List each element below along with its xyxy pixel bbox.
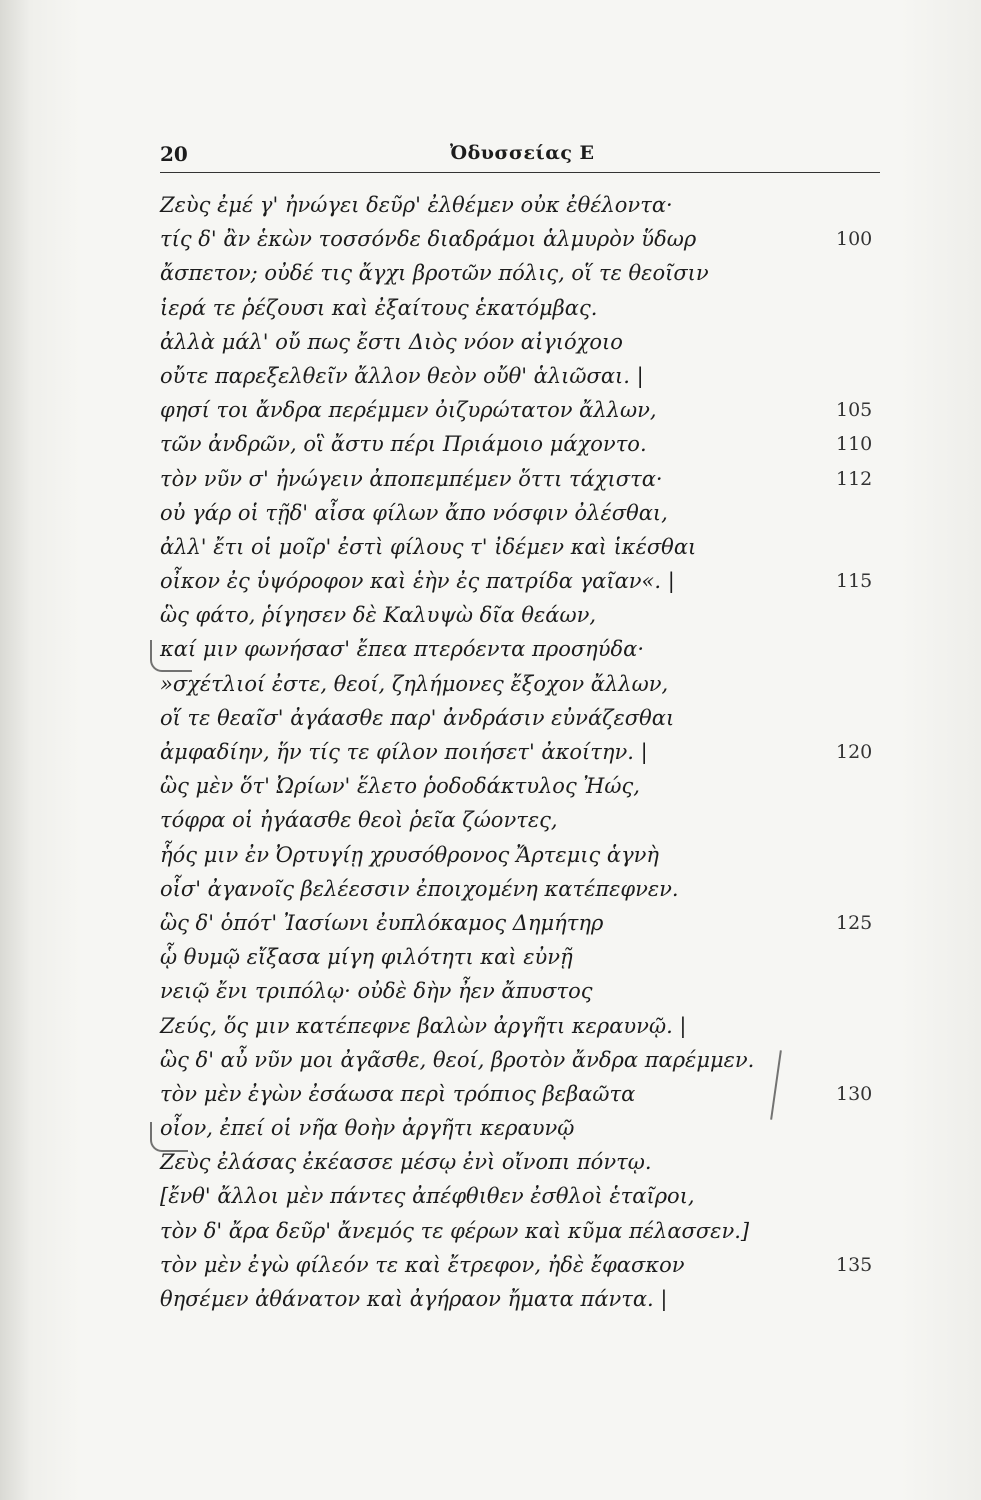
verse-line bbox=[160, 291, 900, 325]
line-number: 125 bbox=[836, 911, 873, 934]
verse-line bbox=[160, 1111, 900, 1145]
verse-text: [ἔνθ' ἄλλοι μὲν πάντες ἀπέφθιθεν ἐσθλοὶ ἑταῖροι, bbox=[160, 1184, 695, 1209]
verse-line bbox=[160, 222, 900, 256]
verse-text: νειῷ ἔνι τριπόλῳ· οὐδὲ δὴν ἦεν ἄπυστος bbox=[160, 979, 593, 1004]
verse-line bbox=[160, 598, 900, 632]
verse-text: τὸν δ' ἄρα δεῦρ' ἄνεμός τε φέρων καὶ κῦμα πέλασσεν.] bbox=[160, 1218, 750, 1243]
verse-line bbox=[160, 359, 900, 393]
verse-text: οὔτε παρεξελθεῖν ἄλλον θεὸν οὔθ' ἁλιῶσαι. | bbox=[160, 363, 644, 388]
verse-text: Ζεὺς ἐλάσας ἐκέασσε μέσῳ ἐνὶ οἴνοπι πόντῳ. bbox=[160, 1150, 652, 1175]
verse-line bbox=[160, 1282, 900, 1316]
verse-text: τὸν μὲν ἐγὼ φίλεόν τε καὶ ἔτρεφον, ἠδὲ ἔφασκον bbox=[160, 1252, 685, 1277]
verse-text: Ζεύς, ὅς μιν κατέπεφνε βαλὼν ἀργῆτι κεραυνῷ. | bbox=[160, 1013, 687, 1038]
verse-line bbox=[160, 735, 900, 769]
verse-line bbox=[160, 1214, 900, 1248]
verse-text: τίς δ' ἂν ἑκὼν τοσσόνδε διαδράμοι ἁλμυρὸν ὕδωρ bbox=[160, 227, 697, 252]
verse-line bbox=[160, 838, 900, 872]
verse-line bbox=[160, 256, 900, 290]
verse-text: ὣς δ' αὖ νῦν μοι ἀγᾶσθε, θεοί, βροτὸν ἄνδρα παρέμμεν. bbox=[160, 1047, 755, 1072]
verse-text: φησί τοι ἄνδρα περέμμεν ὀιζυρώτατον ἄλλων, bbox=[160, 398, 657, 423]
verse-text: οἶκον ἐς ὑψόροφον καὶ ἑὴν ἐς πατρίδα γαῖαν«. | bbox=[160, 569, 675, 594]
line-number: 135 bbox=[836, 1253, 873, 1276]
page-header bbox=[160, 142, 880, 172]
verse-text: ἄσπετον; οὐδέ τις ἄγχι βροτῶν πόλις, οἵ τε θεοῖσιν bbox=[160, 261, 709, 286]
verse-text: τὸν νῦν σ' ἠνώγειν ἀποπεμπέμεν ὅττι τάχιστα· bbox=[160, 466, 663, 491]
verse-text: ὣς δ' ὁπότ' Ἰασίωνι ἐυπλόκαμος Δημήτηρ bbox=[160, 910, 604, 935]
verse-line bbox=[160, 530, 900, 564]
verse-line bbox=[160, 393, 900, 427]
verse-text: θησέμεν ἀθάνατον καὶ ἀγήραον ἤματα πάντα. | bbox=[160, 1287, 668, 1311]
line-number: 110 bbox=[836, 433, 873, 456]
pencil-bracket-mark bbox=[150, 1122, 188, 1152]
running-title: Ὀδυσσείας Ε bbox=[450, 142, 595, 164]
verse-line bbox=[160, 872, 900, 906]
verse-line bbox=[160, 940, 900, 974]
verse-text: ᾧ θυμῷ εἴξασα μίγη φιλότητι καὶ εὐνῇ bbox=[160, 945, 573, 970]
verse-text: ὣς μὲν ὅτ' Ὠρίων' ἕλετο ῥοδοδάκτυλος Ἠώς, bbox=[160, 774, 640, 799]
verse-line bbox=[160, 462, 900, 496]
verse-text: ἀλλὰ μάλ' οὔ πως ἔστι Διὸς νόον αἰγιόχοιο bbox=[160, 329, 623, 354]
line-number: 100 bbox=[836, 228, 873, 251]
verse-text: τῶν ἀνδρῶν, οἳ ἄστυ πέρι Πριάμοιο μάχοντο. bbox=[160, 432, 647, 457]
line-number: 130 bbox=[836, 1082, 873, 1105]
line-number: 115 bbox=[836, 570, 873, 593]
verse-line bbox=[160, 564, 900, 598]
verse-line bbox=[160, 1248, 900, 1282]
verse-line bbox=[160, 1077, 900, 1111]
verse-line bbox=[160, 1145, 900, 1179]
line-number: 105 bbox=[836, 399, 873, 422]
verse-text: Ζεὺς ἐμέ γ' ἠνώγει δεῦρ' ἐλθέμεν οὐκ ἐθέλοντα· bbox=[160, 193, 673, 217]
verse-text: ἀμφαδίην, ἥν τίς τε φίλον ποιήσετ' ἀκοίτην. | bbox=[160, 740, 648, 764]
page-number: 20 bbox=[160, 142, 188, 166]
verse-text: οἶον, ἐπεί οἱ νῆα θοὴν ἀργῆτι κεραυνῷ bbox=[160, 1116, 575, 1141]
verse-line bbox=[160, 974, 900, 1008]
verse-line bbox=[160, 188, 900, 222]
verse-line bbox=[160, 496, 900, 530]
verse-text: οὐ γάρ οἱ τῇδ' αἶσα φίλων ἄπο νόσφιν ὀλέσθαι, bbox=[160, 500, 668, 525]
verse-line bbox=[160, 325, 900, 359]
line-number: 120 bbox=[836, 741, 873, 763]
verse-line bbox=[160, 632, 900, 666]
verse-line bbox=[160, 427, 900, 461]
verse-line bbox=[160, 1179, 900, 1213]
verse-text: ἀλλ' ἔτι οἱ μοῖρ' ἐστὶ φίλους τ' ἰδέμεν καὶ ἱκέσθαι bbox=[160, 534, 697, 559]
verse-text: καί μιν φωνήσασ' ἔπεα πτερόεντα προσηύδα· bbox=[160, 637, 645, 662]
verse-text: ἱερά τε ῥέζουσι καὶ ἐξαίτους ἑκατόμβας. bbox=[160, 295, 598, 320]
verse-line bbox=[160, 769, 900, 803]
pencil-bracket-mark bbox=[150, 640, 192, 672]
verse-text: οἷσ' ἀγανοῖς βελέεσσιν ἐποιχομένη κατέπεφνεν. bbox=[160, 876, 679, 901]
verse-line bbox=[160, 701, 900, 735]
verse-text: ὣς φάτο, ῥίγησεν δὲ Καλυψὼ δῖα θεάων, bbox=[160, 603, 597, 628]
verse-line bbox=[160, 803, 900, 837]
verse-line bbox=[160, 1009, 900, 1043]
line-number: 112 bbox=[836, 467, 873, 490]
verse-line bbox=[160, 906, 900, 940]
verse-line bbox=[160, 667, 900, 701]
verse-text: ἧός μιν ἐν Ὀρτυγίῃ χρυσόθρονος Ἄρτεμις ἁγνὴ bbox=[160, 842, 660, 867]
verse-text: τόφρα οἱ ἠγάασθε θεοὶ ῥεῖα ζώοντες, bbox=[160, 808, 558, 833]
header-rule bbox=[160, 172, 880, 173]
verse-line bbox=[160, 1043, 900, 1077]
verse-text: τὸν μὲν ἐγὼν ἐσάωσα περὶ τρόπιος βεβαῶτα bbox=[160, 1081, 636, 1106]
verse-text: »σχέτλιοί ἐστε, θεοί, ζηλήμονες ἔξοχον ἄλλων, bbox=[160, 671, 669, 696]
verse-text: οἵ τε θεαῖσ' ἀγάασθε παρ' ἀνδράσιν εὐνάζεσθαι bbox=[160, 705, 675, 730]
verse-block bbox=[160, 188, 900, 1316]
